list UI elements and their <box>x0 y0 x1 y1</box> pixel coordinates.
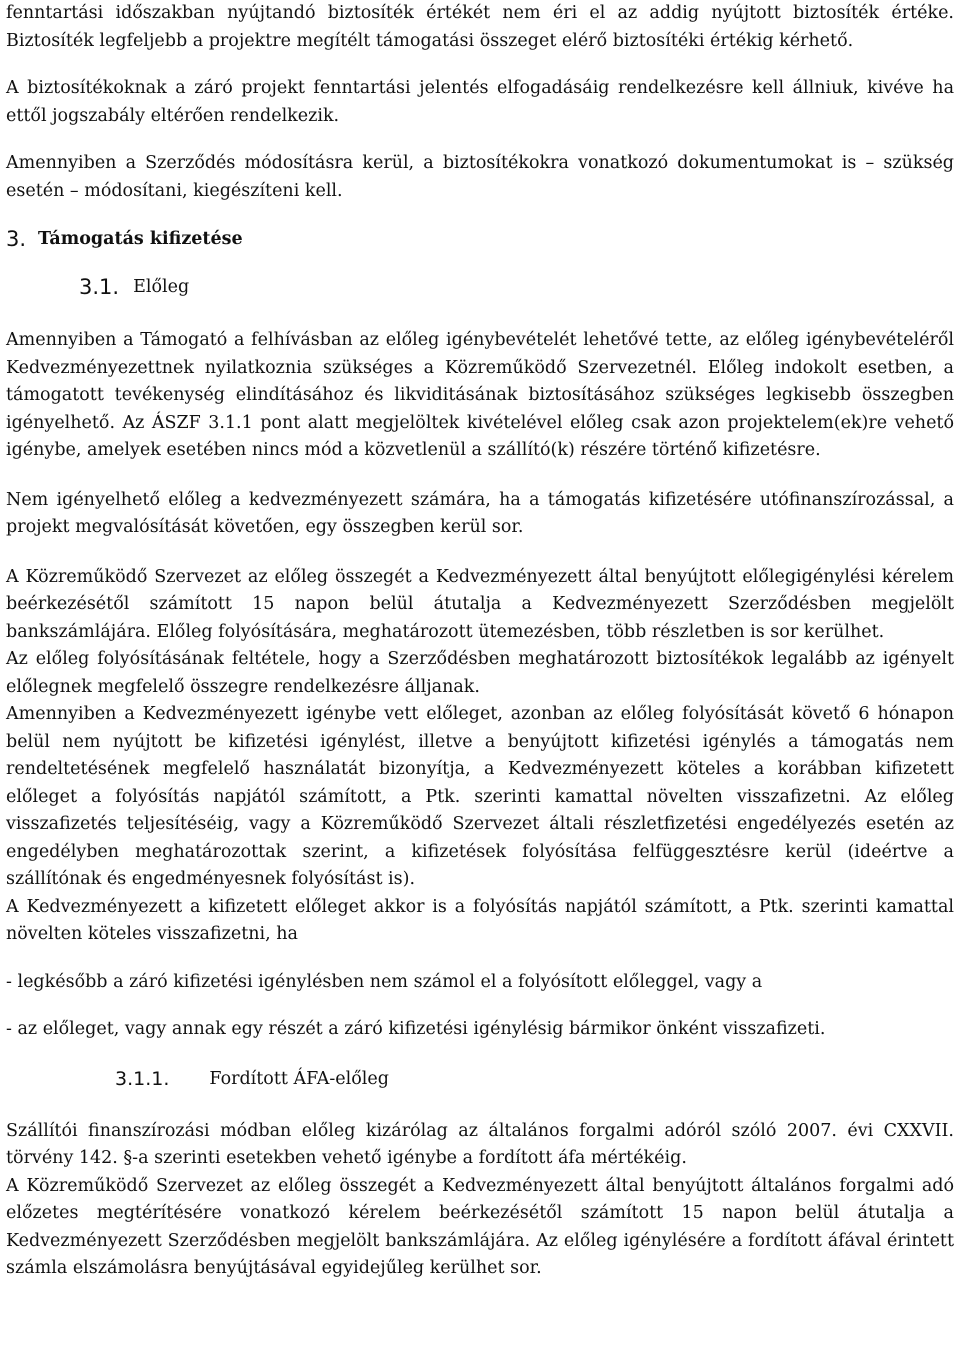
document-page <box>6 0 954 1283</box>
subsection-title: Előleg <box>133 277 190 298</box>
subsection-heading-3-1-1 <box>6 1062 954 1098</box>
paragraph-advance-not-available: Nem igényelhető előleg a kedvezményezett számára, ha a támogatás kifizetésére utófinanszírozással, a projekt megvalósítását követően, egy összegben kerül sor. <box>6 489 954 537</box>
paragraph-vat-advance-transfer: A Közreműködő Szervezet az előleg összegét a Kedvezményezett által benyújtott általános forgalmi adó előzetes megtérítésére vonatkozó kérelem beérkezésétől számított 15 napon belül átutalja a Kedvezményezett Szerződésben megjelölt bankszámlájára. Az előleg igénylésére a fordított áfával érintett számla elszámolásra benyújtásával egyidejűleg kerülhet sor. <box>6 1175 954 1278</box>
paragraph-advance-repayment: Amennyiben a Kedvezményezett igénybe vett előleget, azonban az előleg folyósítását követő 6 hónapon belül nem nyújtott be kifizetési igénylést, illetve a benyújtott kifizetési igénylés a támogatás nem rendeltetésének megfelelő használatát bizonyítja, a Kedvezményezett köteles a korábban kifizetett előleget a folyósítás napjától számított, a Ptk. szerinti kamattal növelten visszafizetni. Az előleg visszafizetés teljesítéséig, vagy a Közreműködő Szervezet általi részletfizetési engedélyezés esetén az engedélyben meghatározottak szerint, a kifizetések folyósítása felfüggesztésre kerül (ideértve a szállítónak és engedményesnek folyósítást is). <box>6 704 954 889</box>
paragraph-guarantee-value: fenntartási időszakban nyújtandó biztosíték értékét nem éri el az addig nyújtott biztosíték értéke. Biztosíték legfeljebb a projektre megítélt támogatási összeget elérő biztosítéki értékig kérhető. <box>6 3 954 51</box>
paragraph-advance-condition: Az előleg folyósításának feltétele, hogy a Szerződésben meghatározott biztosítékok legalább az igényelt előlegnek megfelelő összegre rendelkezésre álljanak. <box>6 649 954 697</box>
subsection-heading-3-1 <box>6 269 954 307</box>
paragraph-vat-advance-scope: Szállítói finanszírozási módban előleg kizárólag az általános forgalmi adóról szóló 2007. évi CXXVII. törvény 142. §-a szerinti esetekben vehető igénybe a fordított áfa mértékéig. <box>6 1120 954 1168</box>
section-heading-3 <box>6 223 954 257</box>
paragraph-contract-modification: Amennyiben a Szerződés módosításra kerül, a biztosítékokra vonatkozó dokumentumokat is – szükség esetén – módosítani, kiegészíteni kell. <box>6 153 954 201</box>
list-item: - legkésőbb a záró kifizetési igénylésben nem számol el a folyósított előleggel, vagy a <box>6 971 763 992</box>
subsection-title: Fordított ÁFA-előleg <box>209 1068 389 1089</box>
paragraph-guarantee-availability: A biztosítékoknak a záró projekt fenntartási jelentés elfogadásáig rendelkezésre kell állniuk, kivéve ha ettől jogszabály eltérően rendelkezik. <box>6 78 954 126</box>
subsection-number: 3.1.1. <box>115 1067 170 1090</box>
subsection-number: 3.1. <box>79 275 120 300</box>
paragraph-advance-transfer: A Közreműködő Szervezet az előleg összegét a Kedvezményezett által benyújtott előlegigénylési kérelem beérkezésétől számított 15 napon belül átutalja a Kedvezményezett Szerződésben megjelölt bankszámlájára. Előleg folyósítására, meghatározott ütemezésben, több részletben is sor kerülhet. <box>6 566 954 642</box>
section-title: Támogatás kifizetése <box>38 229 243 250</box>
paragraph-advance-repayment-cases: A Kedvezményezett a kifizetett előleget akkor is a folyósítás napjától számított, a Ptk. szerinti kamattal növelten köteles visszafizetni, ha <box>6 896 954 944</box>
paragraph-advance-request: Amennyiben a Támogató a felhívásban az előleg igénybevételét lehetővé tette, az előleg igénybevételéről Kedvezményezettnek nyilatkoznia szükséges a Közreműködő Szervezetnél. Előleg indokolt esetben, a támogatott tevékenység elindításához és likviditásának biztosításához szükséges legkisebb összegben igényelhető. Az ÁSZF 3.1.1 pont alatt megjelöltek kivételével előleg csak azon projektelem(ek)re vehető igénybe, amelyek esetében nincs mód a közvetlenül a szállító(k) részére történő kifizetésre. <box>6 330 954 460</box>
list-item: - az előleget, vagy annak egy részét a záró kifizetési igénylésig bármikor önként visszafizeti. <box>6 1019 826 1039</box>
section-number: 3. <box>6 227 27 252</box>
